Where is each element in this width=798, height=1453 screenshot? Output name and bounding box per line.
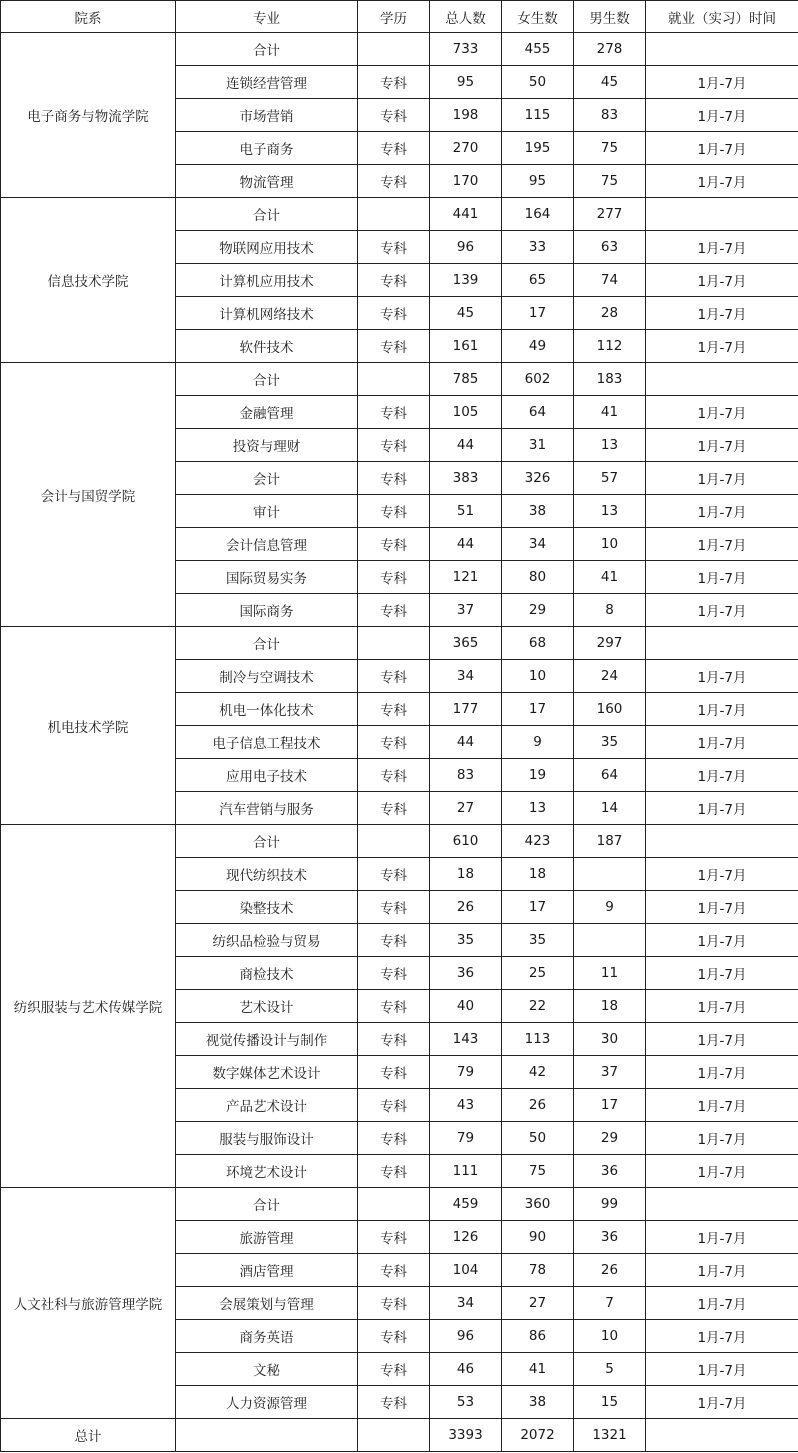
male-cell: 36 xyxy=(574,1155,646,1188)
male-cell: 35 xyxy=(574,726,646,759)
female-cell: 17 xyxy=(502,891,574,924)
level-cell: 专科 xyxy=(358,396,430,429)
subtotal-row xyxy=(1,33,798,66)
time-cell: 1月-7月 xyxy=(646,231,798,264)
major-cell: 合计 xyxy=(176,825,358,858)
male-cell: 14 xyxy=(574,792,646,825)
total-cell: 27 xyxy=(430,792,502,825)
male-cell: 99 xyxy=(574,1188,646,1221)
female-cell: 90 xyxy=(502,1221,574,1254)
female-cell: 22 xyxy=(502,990,574,1023)
female-cell: 18 xyxy=(502,858,574,891)
male-cell: 183 xyxy=(574,363,646,396)
major-cell: 合计 xyxy=(176,33,358,66)
total-cell: 177 xyxy=(430,693,502,726)
male-cell: 8 xyxy=(574,594,646,627)
female-cell: 2072 xyxy=(502,1419,574,1452)
total-cell: 365 xyxy=(430,627,502,660)
total-cell: 36 xyxy=(430,957,502,990)
male-cell: 64 xyxy=(574,759,646,792)
time-cell: 1月-7月 xyxy=(646,132,798,165)
female-cell: 455 xyxy=(502,33,574,66)
total-cell: 126 xyxy=(430,1221,502,1254)
major-cell: 制冷与空调技术 xyxy=(176,660,358,693)
time-cell: 1月-7月 xyxy=(646,1056,798,1089)
major-cell: 会计信息管理 xyxy=(176,528,358,561)
total-cell: 105 xyxy=(430,396,502,429)
female-cell: 25 xyxy=(502,957,574,990)
total-cell: 111 xyxy=(430,1155,502,1188)
male-cell: 7 xyxy=(574,1287,646,1320)
subtotal-row xyxy=(1,198,798,231)
female-cell: 80 xyxy=(502,561,574,594)
time-cell: 1月-7月 xyxy=(646,594,798,627)
time-cell: 1月-7月 xyxy=(646,1386,798,1419)
level-cell xyxy=(358,33,430,66)
level-cell: 专科 xyxy=(358,561,430,594)
time-cell: 1月-7月 xyxy=(646,858,798,891)
male-cell: 74 xyxy=(574,264,646,297)
total-cell: 104 xyxy=(430,1254,502,1287)
level-cell: 专科 xyxy=(358,693,430,726)
female-cell: 64 xyxy=(502,396,574,429)
level-cell xyxy=(358,198,430,231)
level-cell xyxy=(358,363,430,396)
female-cell: 50 xyxy=(502,66,574,99)
male-cell: 17 xyxy=(574,1089,646,1122)
total-cell: 46 xyxy=(430,1353,502,1386)
total-cell: 34 xyxy=(430,1287,502,1320)
column-header: 专业 xyxy=(176,1,358,33)
time-cell: 1月-7月 xyxy=(646,1287,798,1320)
female-cell: 38 xyxy=(502,1386,574,1419)
female-cell: 29 xyxy=(502,594,574,627)
major-cell: 计算机应用技术 xyxy=(176,264,358,297)
major-cell: 软件技术 xyxy=(176,330,358,363)
female-cell: 78 xyxy=(502,1254,574,1287)
level-cell xyxy=(358,627,430,660)
major-cell: 电子信息工程技术 xyxy=(176,726,358,759)
total-cell: 53 xyxy=(430,1386,502,1419)
level-cell: 专科 xyxy=(358,66,430,99)
major-cell: 产品艺术设计 xyxy=(176,1089,358,1122)
time-cell: 1月-7月 xyxy=(646,693,798,726)
total-cell: 43 xyxy=(430,1089,502,1122)
subtotal-row xyxy=(1,1188,798,1221)
major-cell: 计算机网络技术 xyxy=(176,297,358,330)
time-cell: 1月-7月 xyxy=(646,660,798,693)
college-cell: 纺织服装与艺术传媒学院 xyxy=(1,825,176,1188)
level-cell: 专科 xyxy=(358,495,430,528)
male-cell: 160 xyxy=(574,693,646,726)
total-cell: 96 xyxy=(430,231,502,264)
male-cell: 11 xyxy=(574,957,646,990)
male-cell xyxy=(574,858,646,891)
female-cell: 41 xyxy=(502,1353,574,1386)
total-cell: 37 xyxy=(430,594,502,627)
level-cell: 专科 xyxy=(358,1155,430,1188)
major-cell: 数字媒体艺术设计 xyxy=(176,1056,358,1089)
college-cell: 会计与国贸学院 xyxy=(1,363,176,627)
total-cell: 44 xyxy=(430,429,502,462)
male-cell: 15 xyxy=(574,1386,646,1419)
major-cell: 合计 xyxy=(176,627,358,660)
subtotal-row xyxy=(1,363,798,396)
male-cell: 24 xyxy=(574,660,646,693)
time-cell: 1月-7月 xyxy=(646,396,798,429)
total-cell: 26 xyxy=(430,891,502,924)
female-cell: 360 xyxy=(502,1188,574,1221)
column-header: 就业（实习）时间 xyxy=(646,1,798,33)
major-cell: 环境艺术设计 xyxy=(176,1155,358,1188)
level-cell: 专科 xyxy=(358,1122,430,1155)
female-cell: 602 xyxy=(502,363,574,396)
level-cell: 专科 xyxy=(358,462,430,495)
column-header: 总人数 xyxy=(430,1,502,33)
level-cell xyxy=(358,1419,430,1452)
total-cell: 83 xyxy=(430,759,502,792)
time-cell: 1月-7月 xyxy=(646,1221,798,1254)
major-cell: 电子商务 xyxy=(176,132,358,165)
level-cell: 专科 xyxy=(358,330,430,363)
male-cell: 187 xyxy=(574,825,646,858)
level-cell: 专科 xyxy=(358,1386,430,1419)
major-cell: 投资与理财 xyxy=(176,429,358,462)
grand-total-row xyxy=(1,1419,798,1452)
total-cell: 121 xyxy=(430,561,502,594)
female-cell: 9 xyxy=(502,726,574,759)
female-cell: 423 xyxy=(502,825,574,858)
level-cell: 专科 xyxy=(358,429,430,462)
level-cell: 专科 xyxy=(358,264,430,297)
female-cell: 75 xyxy=(502,1155,574,1188)
time-cell xyxy=(646,1188,798,1221)
level-cell: 专科 xyxy=(358,1254,430,1287)
total-cell: 161 xyxy=(430,330,502,363)
male-cell: 13 xyxy=(574,495,646,528)
major-cell: 纺织品检验与贸易 xyxy=(176,924,358,957)
female-cell: 95 xyxy=(502,165,574,198)
level-cell xyxy=(358,1188,430,1221)
female-cell: 31 xyxy=(502,429,574,462)
major-cell: 会展策划与管理 xyxy=(176,1287,358,1320)
male-cell: 18 xyxy=(574,990,646,1023)
time-cell: 1月-7月 xyxy=(646,495,798,528)
male-cell: 13 xyxy=(574,429,646,462)
female-cell: 13 xyxy=(502,792,574,825)
subtotal-row xyxy=(1,825,798,858)
major-cell: 染整技术 xyxy=(176,891,358,924)
level-cell: 专科 xyxy=(358,858,430,891)
subtotal-row xyxy=(1,627,798,660)
male-cell: 63 xyxy=(574,231,646,264)
level-cell: 专科 xyxy=(358,528,430,561)
time-cell: 1月-7月 xyxy=(646,1122,798,1155)
major-cell: 人力资源管理 xyxy=(176,1386,358,1419)
male-cell: 29 xyxy=(574,1122,646,1155)
college-cell: 信息技术学院 xyxy=(1,198,176,363)
column-header: 女生数 xyxy=(502,1,574,33)
male-cell: 57 xyxy=(574,462,646,495)
male-cell: 30 xyxy=(574,1023,646,1056)
male-cell: 278 xyxy=(574,33,646,66)
male-cell: 75 xyxy=(574,165,646,198)
major-cell xyxy=(176,1419,358,1452)
major-cell: 机电一体化技术 xyxy=(176,693,358,726)
female-cell: 17 xyxy=(502,297,574,330)
female-cell: 34 xyxy=(502,528,574,561)
major-cell: 物联网应用技术 xyxy=(176,231,358,264)
level-cell: 专科 xyxy=(358,297,430,330)
major-cell: 市场营销 xyxy=(176,99,358,132)
time-cell: 1月-7月 xyxy=(646,1320,798,1353)
level-cell xyxy=(358,825,430,858)
level-cell: 专科 xyxy=(358,99,430,132)
total-cell: 34 xyxy=(430,660,502,693)
time-cell xyxy=(646,825,798,858)
major-cell: 国际商务 xyxy=(176,594,358,627)
female-cell: 35 xyxy=(502,924,574,957)
major-cell: 文秘 xyxy=(176,1353,358,1386)
female-cell: 19 xyxy=(502,759,574,792)
major-cell: 物流管理 xyxy=(176,165,358,198)
total-cell: 18 xyxy=(430,858,502,891)
time-cell: 1月-7月 xyxy=(646,429,798,462)
total-cell: 95 xyxy=(430,66,502,99)
major-cell: 金融管理 xyxy=(176,396,358,429)
time-cell: 1月-7月 xyxy=(646,1089,798,1122)
time-cell: 1月-7月 xyxy=(646,462,798,495)
level-cell: 专科 xyxy=(358,924,430,957)
total-cell: 44 xyxy=(430,528,502,561)
male-cell: 75 xyxy=(574,132,646,165)
time-cell xyxy=(646,363,798,396)
total-cell: 785 xyxy=(430,363,502,396)
male-cell: 83 xyxy=(574,99,646,132)
level-cell: 专科 xyxy=(358,1089,430,1122)
time-cell: 1月-7月 xyxy=(646,924,798,957)
major-cell: 酒店管理 xyxy=(176,1254,358,1287)
time-cell: 1月-7月 xyxy=(646,264,798,297)
time-cell: 1月-7月 xyxy=(646,528,798,561)
time-cell xyxy=(646,33,798,66)
major-cell: 现代纺织技术 xyxy=(176,858,358,891)
time-cell: 1月-7月 xyxy=(646,957,798,990)
female-cell: 50 xyxy=(502,1122,574,1155)
female-cell: 195 xyxy=(502,132,574,165)
male-cell: 9 xyxy=(574,891,646,924)
grand-total-label: 总计 xyxy=(1,1419,176,1452)
major-cell: 连锁经营管理 xyxy=(176,66,358,99)
level-cell: 专科 xyxy=(358,990,430,1023)
total-cell: 3393 xyxy=(430,1419,502,1452)
major-cell: 合计 xyxy=(176,363,358,396)
major-cell: 国际贸易实务 xyxy=(176,561,358,594)
time-cell: 1月-7月 xyxy=(646,1023,798,1056)
male-cell: 10 xyxy=(574,1320,646,1353)
time-cell: 1月-7月 xyxy=(646,561,798,594)
male-cell: 277 xyxy=(574,198,646,231)
male-cell: 1321 xyxy=(574,1419,646,1452)
level-cell: 专科 xyxy=(358,660,430,693)
total-cell: 270 xyxy=(430,132,502,165)
major-cell: 合计 xyxy=(176,1188,358,1221)
female-cell: 38 xyxy=(502,495,574,528)
level-cell: 专科 xyxy=(358,594,430,627)
major-cell: 会计 xyxy=(176,462,358,495)
major-cell: 服装与服饰设计 xyxy=(176,1122,358,1155)
time-cell: 1月-7月 xyxy=(646,165,798,198)
time-cell: 1月-7月 xyxy=(646,66,798,99)
level-cell: 专科 xyxy=(358,1221,430,1254)
male-cell: 297 xyxy=(574,627,646,660)
major-cell: 商务英语 xyxy=(176,1320,358,1353)
level-cell: 专科 xyxy=(358,231,430,264)
female-cell: 113 xyxy=(502,1023,574,1056)
female-cell: 65 xyxy=(502,264,574,297)
female-cell: 68 xyxy=(502,627,574,660)
female-cell: 326 xyxy=(502,462,574,495)
time-cell: 1月-7月 xyxy=(646,99,798,132)
total-cell: 459 xyxy=(430,1188,502,1221)
major-cell: 艺术设计 xyxy=(176,990,358,1023)
level-cell: 专科 xyxy=(358,1023,430,1056)
total-cell: 45 xyxy=(430,297,502,330)
level-cell: 专科 xyxy=(358,165,430,198)
female-cell: 26 xyxy=(502,1089,574,1122)
level-cell: 专科 xyxy=(358,1287,430,1320)
male-cell: 28 xyxy=(574,297,646,330)
level-cell: 专科 xyxy=(358,132,430,165)
female-cell: 49 xyxy=(502,330,574,363)
time-cell xyxy=(646,198,798,231)
college-cell: 人文社科与旅游管理学院 xyxy=(1,1188,176,1419)
time-cell: 1月-7月 xyxy=(646,1254,798,1287)
column-header: 院系 xyxy=(1,1,176,33)
column-header: 男生数 xyxy=(574,1,646,33)
female-cell: 33 xyxy=(502,231,574,264)
level-cell: 专科 xyxy=(358,726,430,759)
major-cell: 旅游管理 xyxy=(176,1221,358,1254)
header-row xyxy=(1,1,798,33)
college-cell: 电子商务与物流学院 xyxy=(1,33,176,198)
level-cell: 专科 xyxy=(358,957,430,990)
female-cell: 164 xyxy=(502,198,574,231)
total-cell: 733 xyxy=(430,33,502,66)
male-cell: 10 xyxy=(574,528,646,561)
female-cell: 10 xyxy=(502,660,574,693)
total-cell: 170 xyxy=(430,165,502,198)
major-cell: 审计 xyxy=(176,495,358,528)
total-cell: 383 xyxy=(430,462,502,495)
female-cell: 42 xyxy=(502,1056,574,1089)
total-cell: 441 xyxy=(430,198,502,231)
male-cell: 41 xyxy=(574,561,646,594)
male-cell: 112 xyxy=(574,330,646,363)
male-cell: 41 xyxy=(574,396,646,429)
total-cell: 143 xyxy=(430,1023,502,1056)
major-cell: 应用电子技术 xyxy=(176,759,358,792)
male-cell: 45 xyxy=(574,66,646,99)
total-cell: 44 xyxy=(430,726,502,759)
total-cell: 610 xyxy=(430,825,502,858)
male-cell: 37 xyxy=(574,1056,646,1089)
level-cell: 专科 xyxy=(358,1320,430,1353)
female-cell: 115 xyxy=(502,99,574,132)
column-header: 学历 xyxy=(358,1,430,33)
total-cell: 79 xyxy=(430,1056,502,1089)
time-cell: 1月-7月 xyxy=(646,1155,798,1188)
female-cell: 27 xyxy=(502,1287,574,1320)
male-cell: 5 xyxy=(574,1353,646,1386)
female-cell: 17 xyxy=(502,693,574,726)
level-cell: 专科 xyxy=(358,792,430,825)
time-cell: 1月-7月 xyxy=(646,891,798,924)
level-cell: 专科 xyxy=(358,759,430,792)
major-cell: 视觉传播设计与制作 xyxy=(176,1023,358,1056)
level-cell: 专科 xyxy=(358,1353,430,1386)
time-cell xyxy=(646,1419,798,1452)
total-cell: 96 xyxy=(430,1320,502,1353)
male-cell xyxy=(574,924,646,957)
time-cell: 1月-7月 xyxy=(646,1353,798,1386)
time-cell: 1月-7月 xyxy=(646,792,798,825)
female-cell: 86 xyxy=(502,1320,574,1353)
total-cell: 40 xyxy=(430,990,502,1023)
male-cell: 36 xyxy=(574,1221,646,1254)
level-cell: 专科 xyxy=(358,1056,430,1089)
major-cell: 商检技术 xyxy=(176,957,358,990)
time-cell: 1月-7月 xyxy=(646,759,798,792)
time-cell: 1月-7月 xyxy=(646,726,798,759)
major-cell: 合计 xyxy=(176,198,358,231)
time-cell xyxy=(646,627,798,660)
major-cell: 汽车营销与服务 xyxy=(176,792,358,825)
total-cell: 198 xyxy=(430,99,502,132)
total-cell: 51 xyxy=(430,495,502,528)
total-cell: 35 xyxy=(430,924,502,957)
time-cell: 1月-7月 xyxy=(646,330,798,363)
time-cell: 1月-7月 xyxy=(646,297,798,330)
total-cell: 79 xyxy=(430,1122,502,1155)
college-cell: 机电技术学院 xyxy=(1,627,176,825)
total-cell: 139 xyxy=(430,264,502,297)
level-cell: 专科 xyxy=(358,891,430,924)
time-cell: 1月-7月 xyxy=(646,990,798,1023)
male-cell: 26 xyxy=(574,1254,646,1287)
